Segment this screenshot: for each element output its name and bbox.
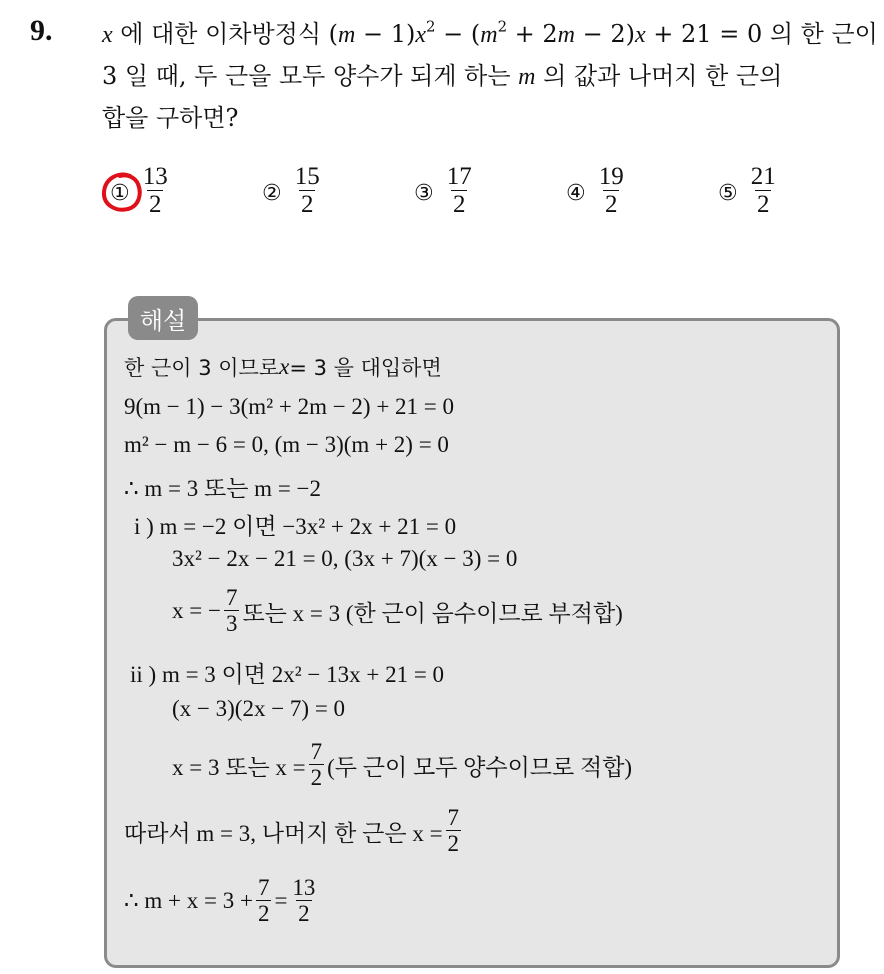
choice-4-mark: ④ [566, 180, 586, 206]
choice-5-fraction: $\frac{21}{2}$ [750, 163, 776, 219]
choice-1-mark: ① [110, 180, 130, 206]
solution-line-3: m² − m − 6 = 0, (m − 3)(m + 2) = 0 [124, 432, 449, 457]
solution-line-1: 한 근이 3 이므로 x = 3 을 대입하면 [124, 354, 442, 380]
question-line-1: x 에 대한 이차방정식 $(m - 1)x^2 - (m^2 + 2m - 2)x + 21 = 0$ 의 한 근이 [102, 17, 878, 48]
solution-line-10: x = 3 또는 x = $\frac{7}{2}$ (두 근이 모두 양수이므로 적합) [172, 739, 633, 791]
choice-5[interactable] [718, 164, 781, 219]
choice-2-mark: ② [262, 180, 282, 206]
choice-4[interactable] [566, 164, 629, 219]
choice-4-fraction: $\frac{19}{2}$ [598, 163, 624, 219]
answer-circle-mark [100, 170, 144, 214]
solution-line-12: ∴ m + x = 3 + $\frac{7}{2}$ = $\frac{13}{2}$ [124, 875, 316, 927]
choice-2-fraction: $\frac{15}{2}$ [294, 163, 320, 219]
solution-line-7: x = − $\frac{7}{3}$ 또는 x = 3 (한 근이 음수이므로 부적합) [172, 585, 623, 637]
question-line-3: 합을 구하면? [102, 104, 239, 132]
solution-line-8: ii ) m = 3 이면 2x² − 13x + 21 = 0 [130, 662, 445, 687]
choice-1-fraction: $\frac{13}{2}$ [142, 163, 168, 219]
question-number: 9. [30, 14, 53, 47]
choice-3[interactable] [414, 164, 477, 219]
solution-line-5: i ) m = −2 이면 −3x² + 2x + 21 = 0 [134, 514, 457, 539]
question-line-2: 3 일 때, 두 근을 모두 양수가 되게 하는 m 의 값과 나머지 한 근의 [102, 62, 783, 90]
solution-tag: 해설 [128, 296, 198, 340]
choice-3-fraction: $\frac{17}{2}$ [446, 163, 472, 219]
choice-5-mark: ⑤ [718, 180, 738, 206]
solution-line-6: 3x² − 2x − 21 = 0, (3x + 7)(x − 3) = 0 [172, 546, 518, 571]
choice-3-mark: ③ [414, 180, 434, 206]
solution-line-9: (x − 3)(2x − 7) = 0 [172, 696, 346, 721]
choice-2[interactable] [262, 164, 325, 219]
solution-line-11: 따라서 m = 3, 나머지 한 근은 x = $\frac{7}{2}$ [124, 805, 460, 857]
solution-line-4: ∴ m = 3 또는 m = −2 [124, 476, 322, 501]
solution-line-2: 9(m − 1) − 3(m² + 2m − 2) + 21 = 0 [124, 394, 455, 419]
